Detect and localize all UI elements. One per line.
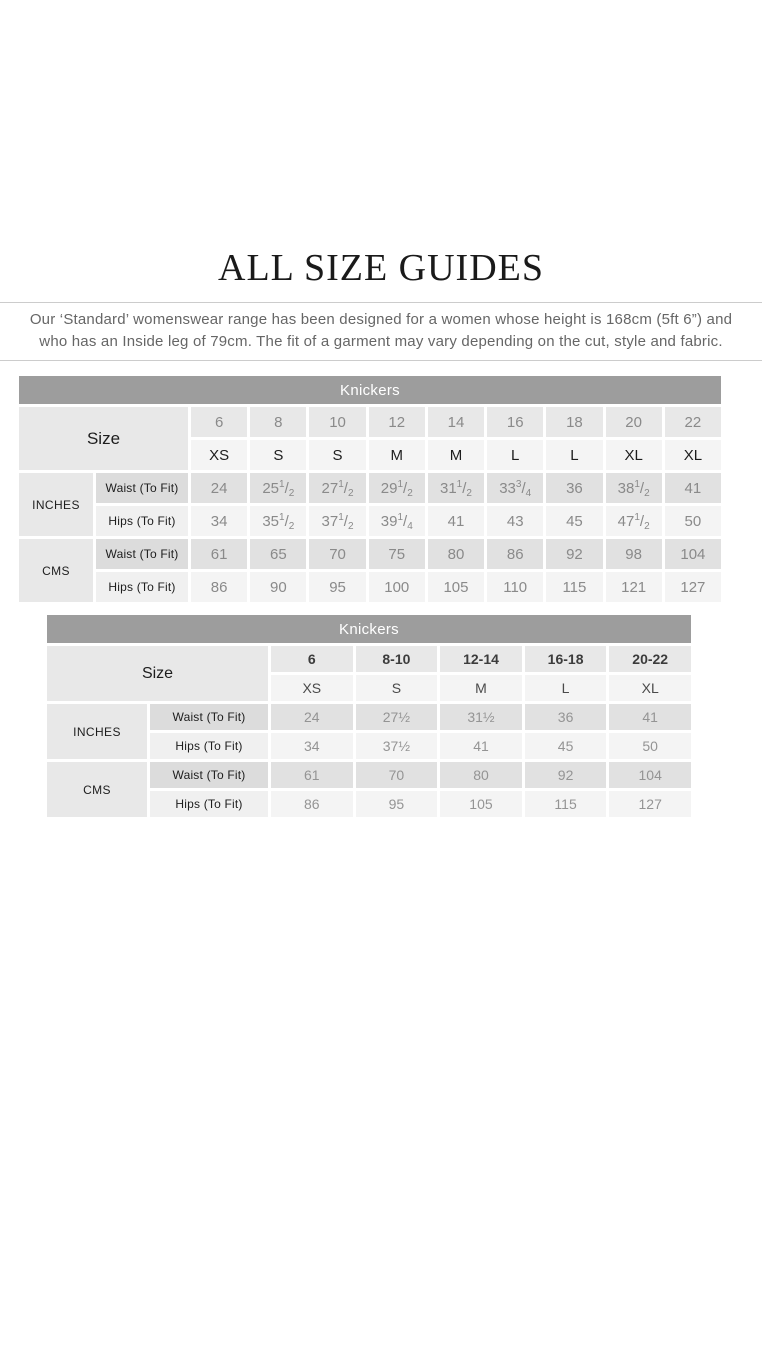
size-value: 31½ (440, 704, 522, 730)
size-number: 6 (271, 646, 353, 672)
size-value: $27^1/_2$ (309, 473, 365, 503)
size-value: 80 (428, 539, 484, 569)
intro-text (0, 302, 762, 361)
size-value: $37^1/_2$ (309, 506, 365, 536)
size-number: 6 (191, 407, 247, 437)
size-value: 98 (606, 539, 662, 569)
size-value: 24 (271, 704, 353, 730)
size-letter: M (369, 440, 425, 470)
intro-line-1: Our ‘Standard’ womenswear range has been designed for a women whose height is 168cm (5ft 6”) and (29, 311, 733, 328)
measure-label: Hips (To Fit) (150, 733, 268, 759)
size-value: 95 (356, 791, 438, 817)
size-number: 18 (546, 407, 602, 437)
size-value: 50 (665, 506, 721, 536)
size-letter: XS (191, 440, 247, 470)
size-table-knickers-2 (44, 612, 694, 820)
measure-label: Waist (To Fit) (96, 539, 188, 569)
size-number: 20-22 (609, 646, 691, 672)
size-value: 95 (309, 572, 365, 602)
size-value: 45 (546, 506, 602, 536)
size-number: 22 (665, 407, 721, 437)
intro-line-2: who has an Inside leg of 79cm. The fit of a garment may vary depending on the cut, style and fabric. (39, 333, 723, 350)
size-value: 61 (191, 539, 247, 569)
size-value: 45 (525, 733, 607, 759)
size-value: $39^1/_4$ (369, 506, 425, 536)
size-value: $25^1/_2$ (250, 473, 306, 503)
size-value: 115 (546, 572, 602, 602)
size-value: 70 (356, 762, 438, 788)
size-value: 86 (191, 572, 247, 602)
size-value: 50 (609, 733, 691, 759)
size-value: $35^1/_2$ (250, 506, 306, 536)
size-value: 75 (369, 539, 425, 569)
size-number: 8 (250, 407, 306, 437)
size-value: 115 (525, 791, 607, 817)
size-value: 104 (665, 539, 721, 569)
size-value: 36 (546, 473, 602, 503)
size-number: 8-10 (356, 646, 438, 672)
size-letter: XL (606, 440, 662, 470)
size-value: 27½ (356, 704, 438, 730)
size-number: 20 (606, 407, 662, 437)
size-value: 86 (271, 791, 353, 817)
size-value: 105 (440, 791, 522, 817)
size-number: 12 (369, 407, 425, 437)
size-value: $38^1/_2$ (606, 473, 662, 503)
size-value: 80 (440, 762, 522, 788)
size-value: 37½ (356, 733, 438, 759)
size-value: 41 (665, 473, 721, 503)
size-value: 100 (369, 572, 425, 602)
size-value: 34 (271, 733, 353, 759)
size-value: 121 (606, 572, 662, 602)
size-letter: XL (609, 675, 691, 701)
size-value: 127 (609, 791, 691, 817)
table-title: Knickers (19, 376, 721, 404)
size-value: 24 (191, 473, 247, 503)
size-letter: XL (665, 440, 721, 470)
size-number: 10 (309, 407, 365, 437)
size-value: $33^3/_4$ (487, 473, 543, 503)
unit-label: CMS (47, 762, 147, 817)
size-value: 104 (609, 762, 691, 788)
size-value: $47^1/_2$ (606, 506, 662, 536)
size-value: 36 (525, 704, 607, 730)
measure-label: Waist (To Fit) (96, 473, 188, 503)
table-title: Knickers (47, 615, 691, 643)
size-number: 12-14 (440, 646, 522, 672)
size-header: Size (19, 407, 188, 470)
size-value: 86 (487, 539, 543, 569)
size-value: 127 (665, 572, 721, 602)
size-value: 70 (309, 539, 365, 569)
size-number: 14 (428, 407, 484, 437)
size-letter: L (525, 675, 607, 701)
size-value: 110 (487, 572, 543, 602)
size-number: 16 (487, 407, 543, 437)
size-letter: XS (271, 675, 353, 701)
size-value: $31^1/_2$ (428, 473, 484, 503)
measure-label: Waist (To Fit) (150, 704, 268, 730)
size-value: 92 (546, 539, 602, 569)
size-value: 41 (428, 506, 484, 536)
size-letter: L (487, 440, 543, 470)
size-value: 105 (428, 572, 484, 602)
size-letter: L (546, 440, 602, 470)
size-table-knickers-1 (16, 373, 724, 605)
unit-label: INCHES (47, 704, 147, 759)
size-value: 65 (250, 539, 306, 569)
size-letter: S (356, 675, 438, 701)
measure-label: Waist (To Fit) (150, 762, 268, 788)
measure-label: Hips (To Fit) (96, 572, 188, 602)
unit-label: INCHES (19, 473, 93, 536)
size-value: 41 (440, 733, 522, 759)
size-letter: M (428, 440, 484, 470)
size-value: 41 (609, 704, 691, 730)
unit-label: CMS (19, 539, 93, 602)
measure-label: Hips (To Fit) (150, 791, 268, 817)
size-table-wrap-2 (0, 612, 762, 820)
size-letter: S (250, 440, 306, 470)
size-value: 34 (191, 506, 247, 536)
measure-label: Hips (To Fit) (96, 506, 188, 536)
size-letter: M (440, 675, 522, 701)
size-number: 16-18 (525, 646, 607, 672)
page-title: ALL SIZE GUIDES (218, 247, 544, 289)
size-value: 90 (250, 572, 306, 602)
size-table-wrap-1 (0, 373, 762, 605)
size-value: 61 (271, 762, 353, 788)
size-header: Size (47, 646, 268, 701)
size-value: 43 (487, 506, 543, 536)
size-letter: S (309, 440, 365, 470)
size-value: 92 (525, 762, 607, 788)
size-value: $29^1/_2$ (369, 473, 425, 503)
